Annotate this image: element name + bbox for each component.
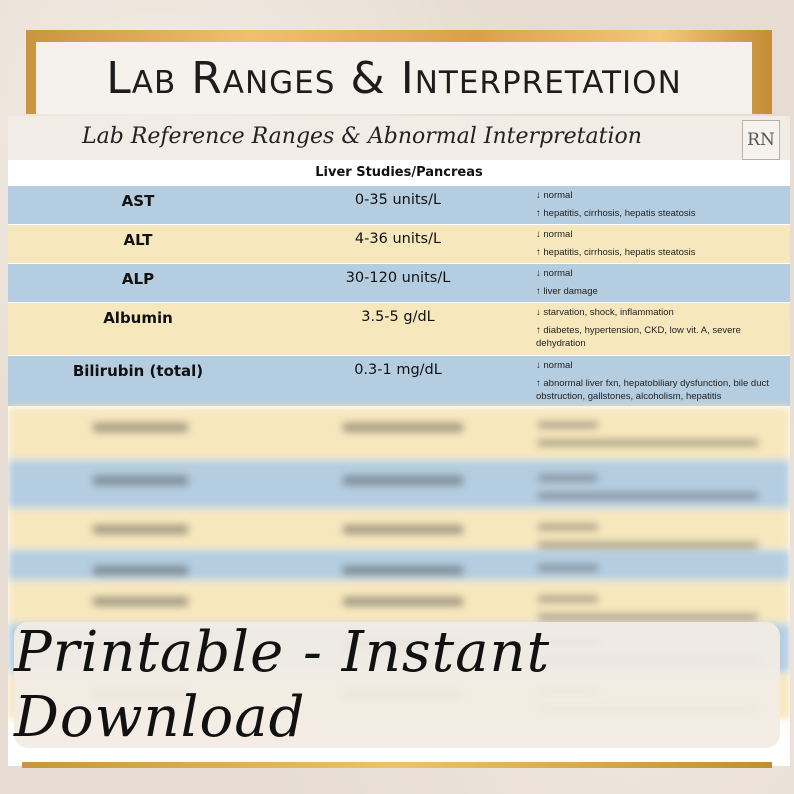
lab-interpretation <box>536 359 784 408</box>
blurred-name <box>93 521 188 539</box>
blurred-name <box>93 593 188 611</box>
table-row <box>8 264 790 303</box>
high-interpretation: ↑ hepatitis, cirrhosis, hepatis steatosis <box>536 247 696 258</box>
rn-logo <box>742 120 780 160</box>
lab-range: 3.5-5 g/dL <box>361 309 435 325</box>
lab-name: AST <box>121 192 155 210</box>
lab-name: Albumin <box>103 309 173 327</box>
document-title: Lab Reference Ranges & Abnormal Interpretation <box>82 124 642 149</box>
table-row <box>8 225 790 264</box>
banner-text: Printable - Instant Download <box>14 620 551 750</box>
blurred-name <box>93 419 188 437</box>
header-title: Lab Ranges & Interpretation <box>106 52 682 104</box>
download-banner <box>14 622 780 748</box>
section-heading: Liver Studies/Pancreas <box>8 160 790 186</box>
lab-interpretation <box>536 306 784 355</box>
header-title-box <box>36 42 752 114</box>
blurred-range <box>343 562 463 580</box>
blurred-row <box>8 407 790 460</box>
document-header <box>8 116 790 160</box>
table-row <box>8 303 790 356</box>
lab-interpretation <box>536 267 784 303</box>
low-interpretation: ↓ normal <box>536 190 573 201</box>
high-interpretation: ↑ abnormal liver fxn, hepatobiliary dysfunction, bile duct obstruction, gallstones, alcoholism, hepatitis <box>536 378 769 402</box>
blurred-range <box>343 593 463 611</box>
lab-name: ALT <box>123 231 153 249</box>
lab-name: Bilirubin (total) <box>72 362 204 380</box>
blurred-row <box>8 509 790 550</box>
blurred-row <box>8 581 790 624</box>
blurred-name <box>93 562 188 580</box>
lab-interpretation <box>536 228 784 264</box>
lab-range: 4-36 units/L <box>354 231 442 247</box>
blurred-interp <box>538 468 758 504</box>
blurred-row <box>8 550 790 581</box>
high-interpretation: ↑ hepatitis, cirrhosis, hepatis steatosis <box>536 208 696 219</box>
high-interpretation: ↑ liver damage <box>536 286 598 297</box>
lab-range: 0.3-1 mg/dL <box>354 362 442 378</box>
lab-name: ALP <box>121 270 155 288</box>
bottom-gold-strip <box>22 762 772 768</box>
blurred-range <box>343 472 463 490</box>
low-interpretation: ↓ starvation, shock, inflammation <box>536 307 674 318</box>
lab-interpretation <box>536 189 784 225</box>
blurred-name <box>93 472 188 490</box>
table-row <box>8 356 790 407</box>
blurred-range <box>343 521 463 539</box>
blurred-row <box>8 460 790 509</box>
blurred-interp <box>538 517 758 553</box>
logo-text: RN <box>747 130 775 150</box>
low-interpretation: ↓ normal <box>536 360 573 371</box>
lab-range: 30-120 units/L <box>345 270 451 286</box>
blurred-range <box>343 419 463 437</box>
blurred-interp <box>538 415 758 451</box>
table-row <box>8 186 790 225</box>
lab-range: 0-35 units/L <box>354 192 442 208</box>
low-interpretation: ↓ normal <box>536 229 573 240</box>
high-interpretation: ↑ diabetes, hypertension, CKD, low vit. A, severe dehydration <box>536 325 741 349</box>
low-interpretation: ↓ normal <box>536 268 573 279</box>
